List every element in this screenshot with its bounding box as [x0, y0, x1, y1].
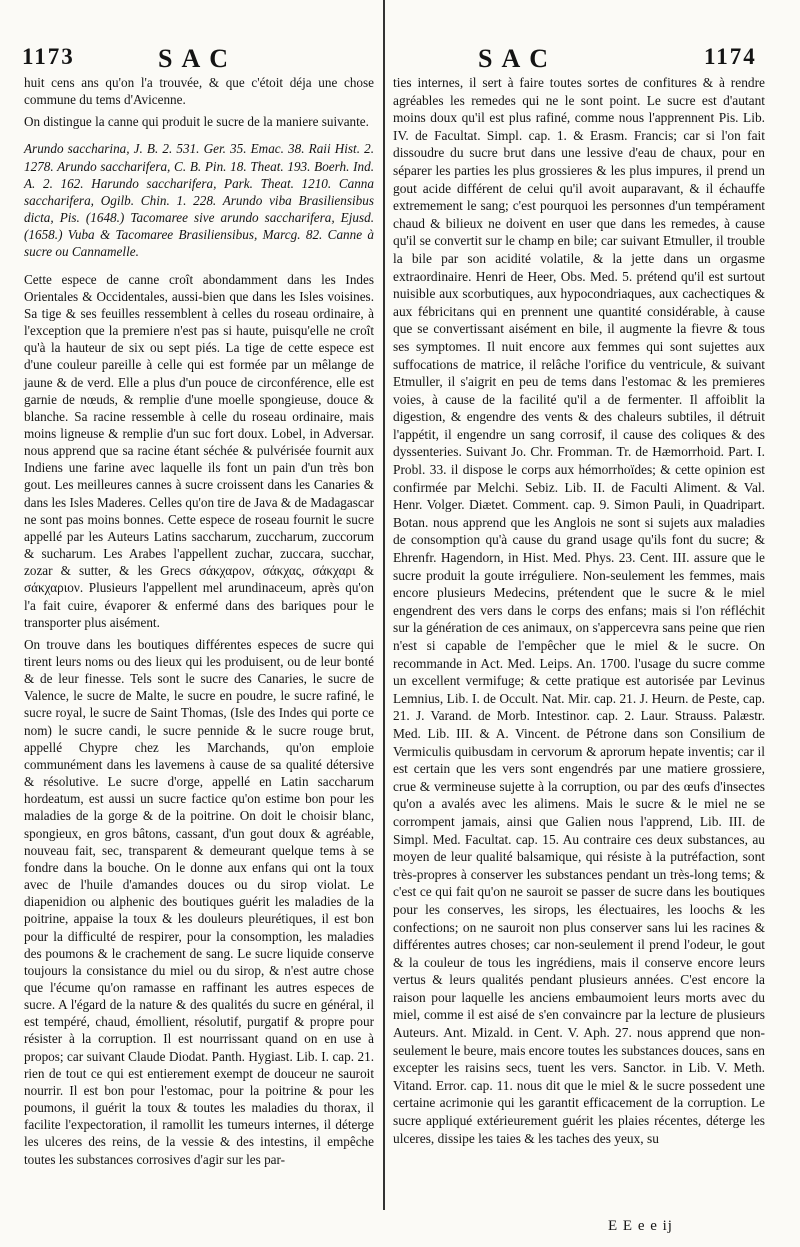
left-column: [24, 74, 374, 1173]
paragraph: On trouve dans les boutiques différentes especes de sucre qui tirent leurs noms ou des lieux qui les produisent, ou de leur bonté & de leur finesse. Tels sont le sucre des Canaries, le sucre de Valence, le sucre de Malte, le sucre en poudre, le sucre rafiné, le sucre royal, le sucre de Saint Thomas, (Isle des Indes qui porte ce nom) le sucre candi, le sucre pennide & le sucre rouge brut, appellé Chypre chez les Marchands, qu'on emploie communément dans les lavemens à cause de sa qualité détersive & résolutive. Le sucre d'orge, appellé en Latin saccharum hordeatum, est aussi un sucre factice qu'on estime bon pour les maladies de la gorge & de la poitrine. On doit le choisir blanc, spongieux, en gros bâtons, cassant, d'un gout doux & agréable, nouveau fait, sec, transparent & demeurant quelque tems à se fondre dans la bouche. On le donne aux enfans qui ont la toux avec de l'huile d'amandes douces ou du sirop violat. Le diapenidion ou alphenic des boutiques guérit les maladies de la poitrine, appaise la toux & les douleurs pleurétiques, il est bon pour la difficulté de respirer, pour la consomption, les maladies des poumons & le crachement de sang. Le sucre liquide conserve toujours la consistance du miel ou du sirop, & n'est autre chose que l'écume qu'on ramasse en raffinant les autres especes de sucre. A l'égard de la nature & des qualités du sucre en général, il est tempéré, chaud, émollient, résolutif, purgatif & propre pour résister à la corruption. Il est nourrissant quand on en use à propos; car suivant Claude Diodat. Panth. Hygiast. Lib. I. cap. 21. rien de tout ce qui est entierement exempt de douceur ne sauroit nourrir. Il est bon pour l'estomac, pour la poitrine & pour les poumons, il guérit la toux & toutes les maladies du thorax, il facilite l'expectoration, il ramollit les tumeurs internes, il déterge les ulceres des reins, de la vessie & des intestins, il empêche toutes les substances corrosives d'agir sur les par-: [24, 636, 374, 1167]
paragraph: Cette espece de canne croît abondamment dans les Indes Orientales & Occidentales, aussi-bien que dans les Isles voisines. Sa tige & ses feuilles ressemblent à celles du roseau ordinaire, à l'exception que la premiere n'est pas si haute, puisqu'elle ne croît qu'à la hauteur de six ou sept piés. La tige de cette espece est d'une couleur pareille à celle qui est formée par un mêlange de jaune & de verd. Elle a plus d'un pouce de circonférence, elle est garnie de nœuds, & remplie d'une moelle spongieuse, douce & blanche. Sa racine ressemble à celle du roseau ordinaire, mais moins ligneuse & remplie d'un suc fort doux. Lobel, in Adversar. nous apprend que sa racine étant séchée & pulvérisée fournit aux Indiens une farine avec laquelle ils font un pain d'un très bon gout. Les meilleures cannes à sucre croissent dans les Canaries & dans les Isles Maderes. Celles qu'on tire de Java & de Madagascar ne sont pas moins bonnes. Cette espece de roseau fournit le sucre appellé par les Auteurs Latins saccharum, zuccharum, zuccorum & sucharum. Les Arabes l'appellent zuchar, zuccara, succhar, zozar & sutter, & les Grecs σάκχαρον, σάκχας, σάκχαρι & σάκχαριον. Plusieurs l'appellent mel arundinaceum, après qu'on l'a fait cuire, évaporer & enfermé dans des bariques pour le transporter plus aisément.: [24, 271, 374, 630]
paragraph: huit cens ans qu'on l'a trouvée, & que c'étoit déja une chose commune du tems d'Avicenne.: [24, 75, 374, 108]
paragraph: ties internes, il sert à faire toutes sortes de confitures & à rendre agréables les remedes qui ne le sont point. Le sucre est d'autant moins doux qu'il est plus rafiné, comme nous l'apprennent Pis. Lib. IV. de Facultat. Simpl. cap. 1. & Erasm. Francis; car si l'on fait dissoudre du sucre brut dans une lessive d'eau de chaux, pour en séparer les parties les plus grossieres & les plus impures, il prend un gout acide différent de celui qu'il avoit auparavant, & il échauffe extremement le sang; c'est pourquoi les personnes d'un tempérament chaud & bilieux ne doivent en user que dans les remedes, à cause qu'il se convertit sur le champ en bile; car suivant Etmuller, il trouble la bile par son acidité volatile, & la jette dans un orgasme extraordinaire. Henri de Heer, Obs. Med. 5. prétend qu'il est surtout nuisible aux scorbutiques, aux hypocondriaques, aux cachectiques & aux fébricitans qui en prennent une quantité considérable, à cause que se convertissant aisément en bile, il augmente la fievre & tous ses symptomes. Il nuit encore aux femmes qui sont sujettes aux suffocations de matrice, il relâche l'orifice du ventricule, & suivant Etmuller, il s'aigrit en peu de tems dans l'estomac & les premieres voies, à cause de la facilité qu'il a de fermenter. Il affoiblit la digestion, & engendre des vents & des chaleurs subtiles, il détruit l'appétit, il engendre un sang corrosif, il cause des coliques & des dyssenteries. Suivant Jo. Chr. Fromman. Tr. de Hæmorrhoid. Part. I. Probl. 33. il dispose le corps aux hémorrhoïdes; & cette opinion est confirmée par Melchi. Sebiz. Lib. II. de Faculti Aliment. & Val. Henr. Volger. Diætet. Comment. cap. 9. Simon Pauli, in Quadripart. Botan. nous apprend que les Anglois ne sont si sujets aux maladies de consomption qu'à cause du grand usage qu'ils font du sucre; & Ehrenfr. Hagendorn, in Hist. Med. Phys. 23. Cent. III. assure que le sucre produit la goute irréguliere. Non-seulement les femmes, mais encore plusieurs Medecins, prétendent que le sucre & le miel engendrent des vers dans le corps des enfans; mais si l'on réfléchit sur la génération de ces animaux, on s'appercevra sans peine que rien n'est si capable de l'empêcher que le miel & le sucre. On recommande in Act. Med. Leips. An. 1700. l'usage du sucre comme un excellent vermifuge; & cette pratique est autorisée par Levinus Lemnius, Lib. I. de Occult. Nat. Mir. cap. 21. J. Heurn. de Peste, cap. 21. J. Varand. de Morb. Intestinor. cap. 2. Laur. Strauss. Palæstr. Med. Lib. III. & A. Vincent. de Pétrone dans son Consilium de Vermiculis quibusdam in cervorum & aprorum hepate inventis; car il est certain que les vers sont engendrés par une matiere grossiere, crue & vermineuse sujette à la corruption, ou par des œufs d'insectes qu'on a avalés avec les alimens. Mais le sucre & le miel ne se corrompent jamais, ainsi que Galien nous l'apprend, Lib. III. de Simpl. Med. Facultat. cap. 15. Au contraire ces deux substances, au moyen de leur qualité balsamique, qui résiste à la putréfaction, sont très-propres à conserver les substances pendant un très-long tems; & c'est ce qui fait qu'on ne sauroit se passer de sucre dans les boutiques pour les conserves, les sirops, les électuaires, les loochs & les confections; on ne sauroit non plus conserver sans lui les racines & différentes autres choses; car non-seulement il prend l'odeur, le gout & la couleur de tous les ingrédiens, mais il conserve encore leurs vertus & leurs qualités pendant plusieurs années. C'est encore la raison pour laquelle les anciens embaumoient leurs morts avec du miel, comme il est aisé de s'en convaincre par la lecture de plusieurs Auteurs. Ant. Mizald. in Cent. V. Aph. 27. nous apprend que non-seulement le beure, mais encore toutes les substances douces, sans en excepter les raisins secs, tuent les vers. Sanctor. in Lib. V. Meth. Vitand. Error. cap. 11. nous dit que le miel & le sucre possedent une certaine acrimonie qui les garantit efficacement de la corruption. Le sucre appliqué extérieurement guérit les plaies récentes, déterge les ulceres, dissipe les taies & les taches des yeux, su: [393, 75, 765, 1146]
column-divider: [383, 0, 385, 1210]
left-page-number: 1173: [22, 44, 75, 69]
right-column: [393, 74, 765, 1152]
left-running-head: SAC: [158, 44, 238, 73]
signature-mark: E E e e ij: [608, 1218, 673, 1234]
right-page-number: 1174: [704, 44, 757, 69]
paragraph: On distingue la canne qui produit le sucre de la maniere suivante.: [24, 114, 369, 130]
synonymy-paragraph: Arundo saccharina, J. B. 2. 531. Ger. 35. Emac. 38. Raii Hist. 2. 1278. Arundo saccharifera, C. B. Pin. 18. Theat. 193. Boerh. Ind. A. 2. 162. Harundo saccharifera, Park. Theat. 1210. Canna saccharifera, Ogilb. Chin. 1. 228. Arundo viba Brasiliensibus dicta, Pis. (1648.) Tacomaree sive arundo saccharifera, Ejusd. (1658.) Vuba & Tacomaree Brasiliensibus, Marcg. 82. Canne à sucre ou Cannamelle.: [24, 141, 374, 260]
right-running-head: SAC: [478, 44, 558, 73]
